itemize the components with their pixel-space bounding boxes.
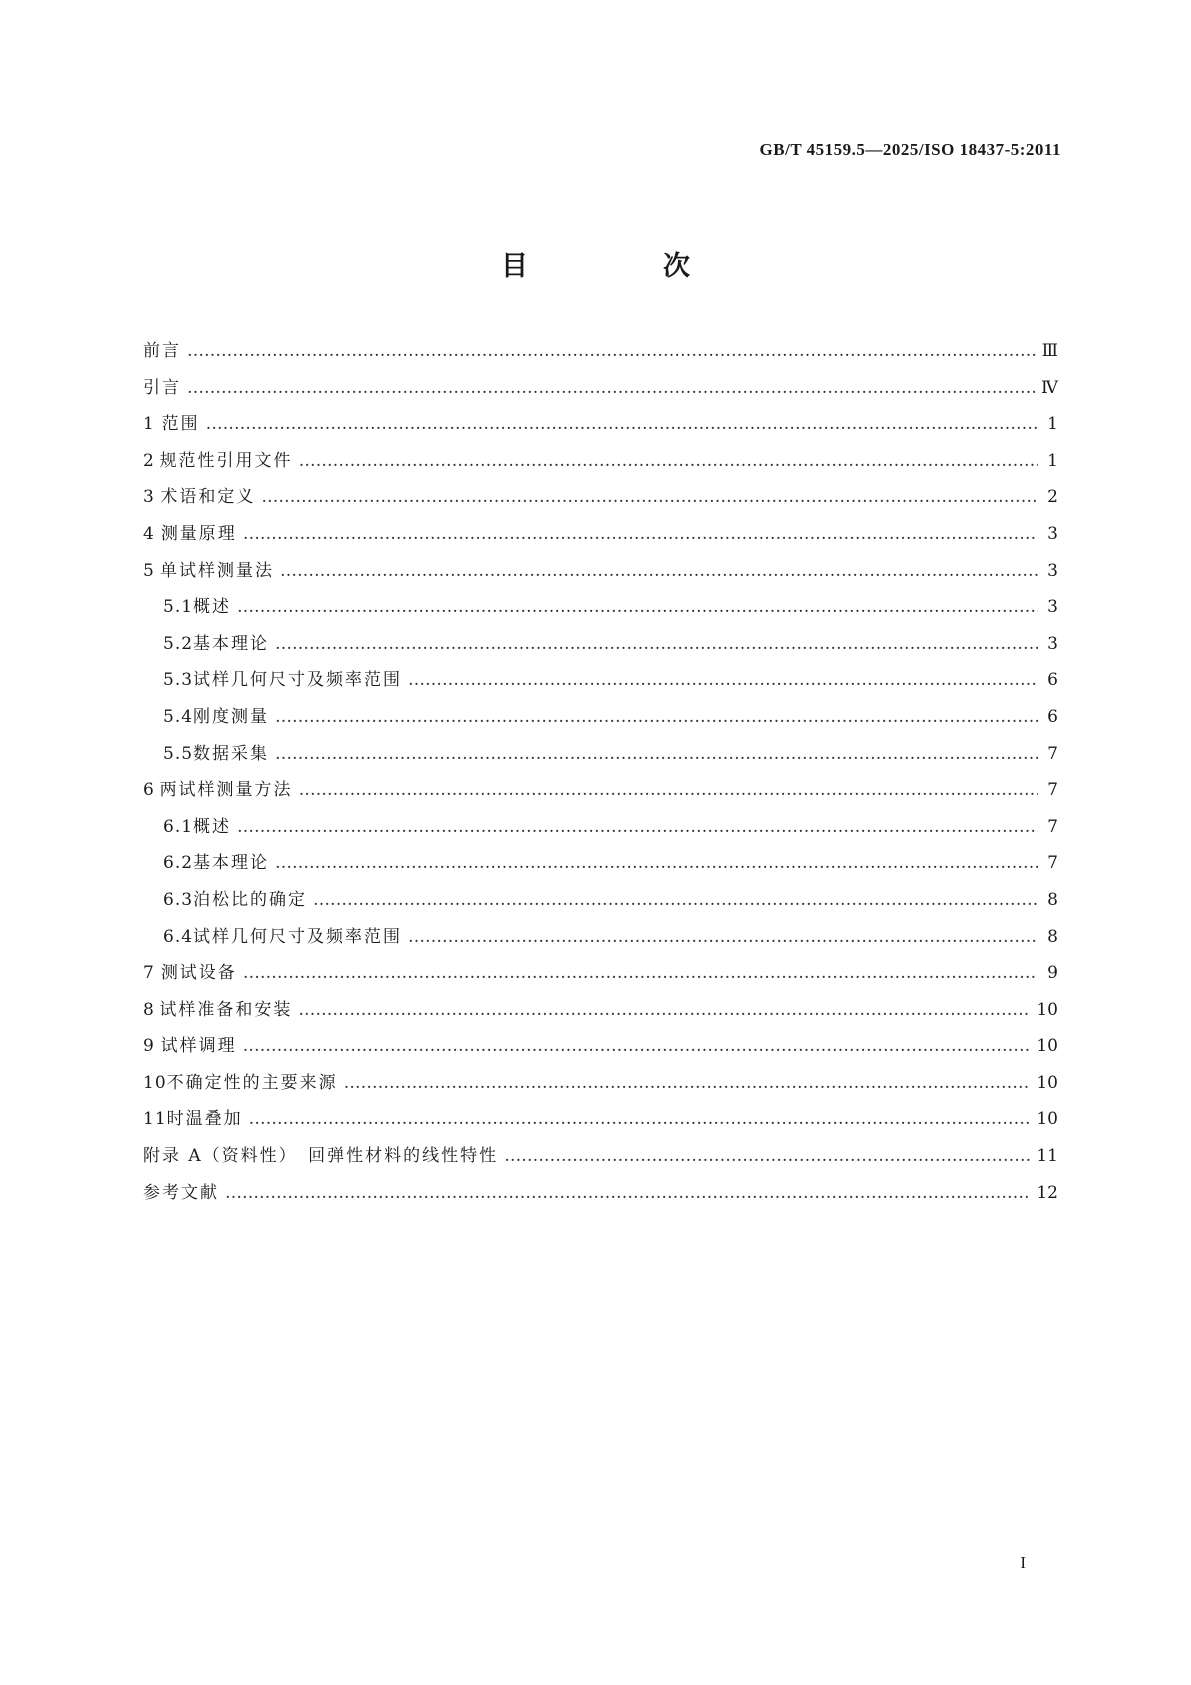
- dot-leader: [275, 853, 1038, 873]
- dot-leader: [225, 1183, 1030, 1203]
- toc-label: 基本理论: [193, 633, 270, 654]
- toc-number: 6.3: [163, 889, 194, 910]
- toc-number: 6: [143, 780, 155, 801]
- toc-number: 5.2: [163, 633, 194, 654]
- table-of-contents: [143, 336, 1058, 1214]
- toc-page: 9: [1047, 963, 1058, 984]
- dot-leader: [275, 634, 1038, 654]
- toc-entry-6[interactable]: [143, 775, 1058, 812]
- toc-page: 6: [1047, 706, 1058, 727]
- toc-entry-preface[interactable]: [143, 336, 1058, 373]
- page-title: 目 次: [501, 251, 744, 282]
- toc-page: Ⅳ: [1041, 377, 1058, 398]
- dot-leader: [243, 1036, 1031, 1056]
- dot-leader: [408, 670, 1038, 690]
- toc-entry-5-3[interactable]: [143, 665, 1058, 702]
- toc-entry-10[interactable]: [143, 1068, 1058, 1105]
- toc-entry-6-2[interactable]: [143, 848, 1058, 885]
- dot-leader: [261, 487, 1038, 507]
- toc-entry-4[interactable]: [143, 519, 1058, 556]
- standard-code: GB/T 45159.5—2025/ISO 18437-5:2011: [759, 140, 1061, 159]
- toc-page: 10: [1036, 1109, 1058, 1130]
- toc-number: 8: [143, 999, 155, 1020]
- toc-number: 6.1: [163, 816, 194, 837]
- dot-leader: [243, 524, 1038, 544]
- toc-page: 3: [1047, 523, 1058, 544]
- toc-entry-3[interactable]: [143, 482, 1058, 519]
- toc-label: 两试样测量方法: [159, 780, 293, 801]
- toc-page: 10: [1036, 1072, 1058, 1093]
- toc-entry-6-4[interactable]: [143, 922, 1058, 959]
- dot-leader: [275, 707, 1038, 727]
- dot-leader: [280, 561, 1038, 581]
- toc-page: 2: [1047, 487, 1058, 508]
- toc-label: 规范性引用文件: [159, 450, 293, 471]
- dot-leader: [237, 817, 1038, 837]
- toc-label: 试样几何尺寸及频率范围: [193, 926, 403, 947]
- toc-entry-9[interactable]: [143, 1031, 1058, 1068]
- toc-number: 11: [143, 1109, 167, 1130]
- toc-page: 11: [1036, 1146, 1058, 1167]
- toc-page: 10: [1036, 1036, 1058, 1057]
- toc-label: 不确定性的主要来源: [166, 1072, 338, 1093]
- toc-entry-introduction[interactable]: [143, 373, 1058, 410]
- toc-page: 7: [1047, 853, 1058, 874]
- toc-label: 试样调理: [160, 1036, 237, 1057]
- dot-leader: [299, 780, 1038, 800]
- toc-page: 3: [1047, 633, 1058, 654]
- toc-page: 3: [1047, 597, 1058, 618]
- dot-leader: [243, 963, 1038, 983]
- toc-label: 数据采集: [193, 743, 270, 764]
- toc-label: 引言: [143, 377, 181, 398]
- toc-label: 时温叠加: [166, 1109, 243, 1130]
- toc-number: 7: [143, 963, 155, 984]
- toc-label: 泊松比的确定: [193, 889, 308, 910]
- page-number: I: [1020, 1553, 1026, 1572]
- toc-label: 测试设备: [160, 963, 237, 984]
- toc-label: 基本理论: [193, 853, 270, 874]
- toc-page: 7: [1047, 816, 1058, 837]
- toc-number: 6.2: [163, 853, 194, 874]
- toc-page: 1: [1047, 414, 1058, 435]
- toc-number: 6.4: [163, 926, 194, 947]
- toc-entry-1[interactable]: [143, 409, 1058, 446]
- dot-leader: [187, 341, 1036, 361]
- toc-entry-5-5[interactable]: [143, 739, 1058, 776]
- dot-leader: [344, 1073, 1031, 1093]
- toc-number: 1: [143, 414, 155, 435]
- toc-entry-5-1[interactable]: [143, 592, 1058, 629]
- dot-leader: [187, 378, 1035, 398]
- dot-leader: [275, 744, 1038, 764]
- toc-label: 术语和定义: [160, 487, 256, 508]
- dot-leader: [298, 1000, 1030, 1020]
- toc-page: 7: [1047, 743, 1058, 764]
- toc-number: 5.3: [163, 670, 194, 691]
- dot-leader: [249, 1109, 1031, 1129]
- toc-number: 5.4: [163, 706, 194, 727]
- toc-number: 3: [143, 487, 155, 508]
- toc-entry-5-4[interactable]: [143, 702, 1058, 739]
- dot-leader: [504, 1146, 1030, 1166]
- toc-label: 测量原理: [160, 523, 237, 544]
- toc-label: 刚度测量: [193, 706, 270, 727]
- toc-entry-annex-a[interactable]: [143, 1141, 1058, 1178]
- toc-page: 3: [1047, 560, 1058, 581]
- toc-page: 8: [1047, 926, 1058, 947]
- toc-label: 参考文献: [143, 1182, 219, 1203]
- toc-label: 试样准备和安装: [159, 999, 293, 1020]
- toc-label: 概述: [193, 597, 232, 618]
- toc-entry-8[interactable]: [143, 995, 1058, 1032]
- toc-number: 5.1: [163, 597, 194, 618]
- toc-page: 7: [1047, 780, 1058, 801]
- toc-label: 概述: [193, 816, 232, 837]
- toc-entry-2[interactable]: [143, 446, 1058, 483]
- toc-number: 5.5: [163, 743, 194, 764]
- toc-page: Ⅲ: [1041, 341, 1058, 361]
- toc-label: 范围: [161, 414, 200, 435]
- dot-leader: [313, 890, 1038, 910]
- dot-leader: [237, 597, 1038, 617]
- toc-label: 附录 A（资料性） 回弹性材料的线性特性: [143, 1146, 499, 1167]
- toc-label: 前言: [143, 341, 181, 361]
- toc-label: 单试样测量法: [159, 560, 274, 581]
- toc-number: 2: [143, 450, 155, 471]
- toc-page: 8: [1047, 889, 1058, 910]
- dot-leader: [206, 414, 1038, 434]
- toc-page: 6: [1047, 670, 1058, 691]
- toc-entry-5-2[interactable]: [143, 629, 1058, 666]
- toc-number: 5: [143, 560, 155, 581]
- dot-leader: [299, 451, 1038, 471]
- toc-entry-6-3[interactable]: [143, 885, 1058, 922]
- toc-entry-7[interactable]: [143, 958, 1058, 995]
- toc-page: 12: [1036, 1182, 1058, 1203]
- toc-entry-bibliography[interactable]: [143, 1178, 1058, 1215]
- toc-page: 1: [1047, 450, 1058, 471]
- toc-number: 4: [143, 523, 155, 544]
- toc-entry-6-1[interactable]: [143, 812, 1058, 849]
- toc-label: 试样几何尺寸及频率范围: [193, 670, 403, 691]
- dot-leader: [408, 927, 1038, 947]
- toc-entry-5[interactable]: [143, 556, 1058, 593]
- toc-number: 9: [143, 1036, 155, 1057]
- toc-page: 10: [1036, 999, 1058, 1020]
- toc-number: 10: [143, 1072, 167, 1093]
- toc-entry-11[interactable]: [143, 1104, 1058, 1141]
